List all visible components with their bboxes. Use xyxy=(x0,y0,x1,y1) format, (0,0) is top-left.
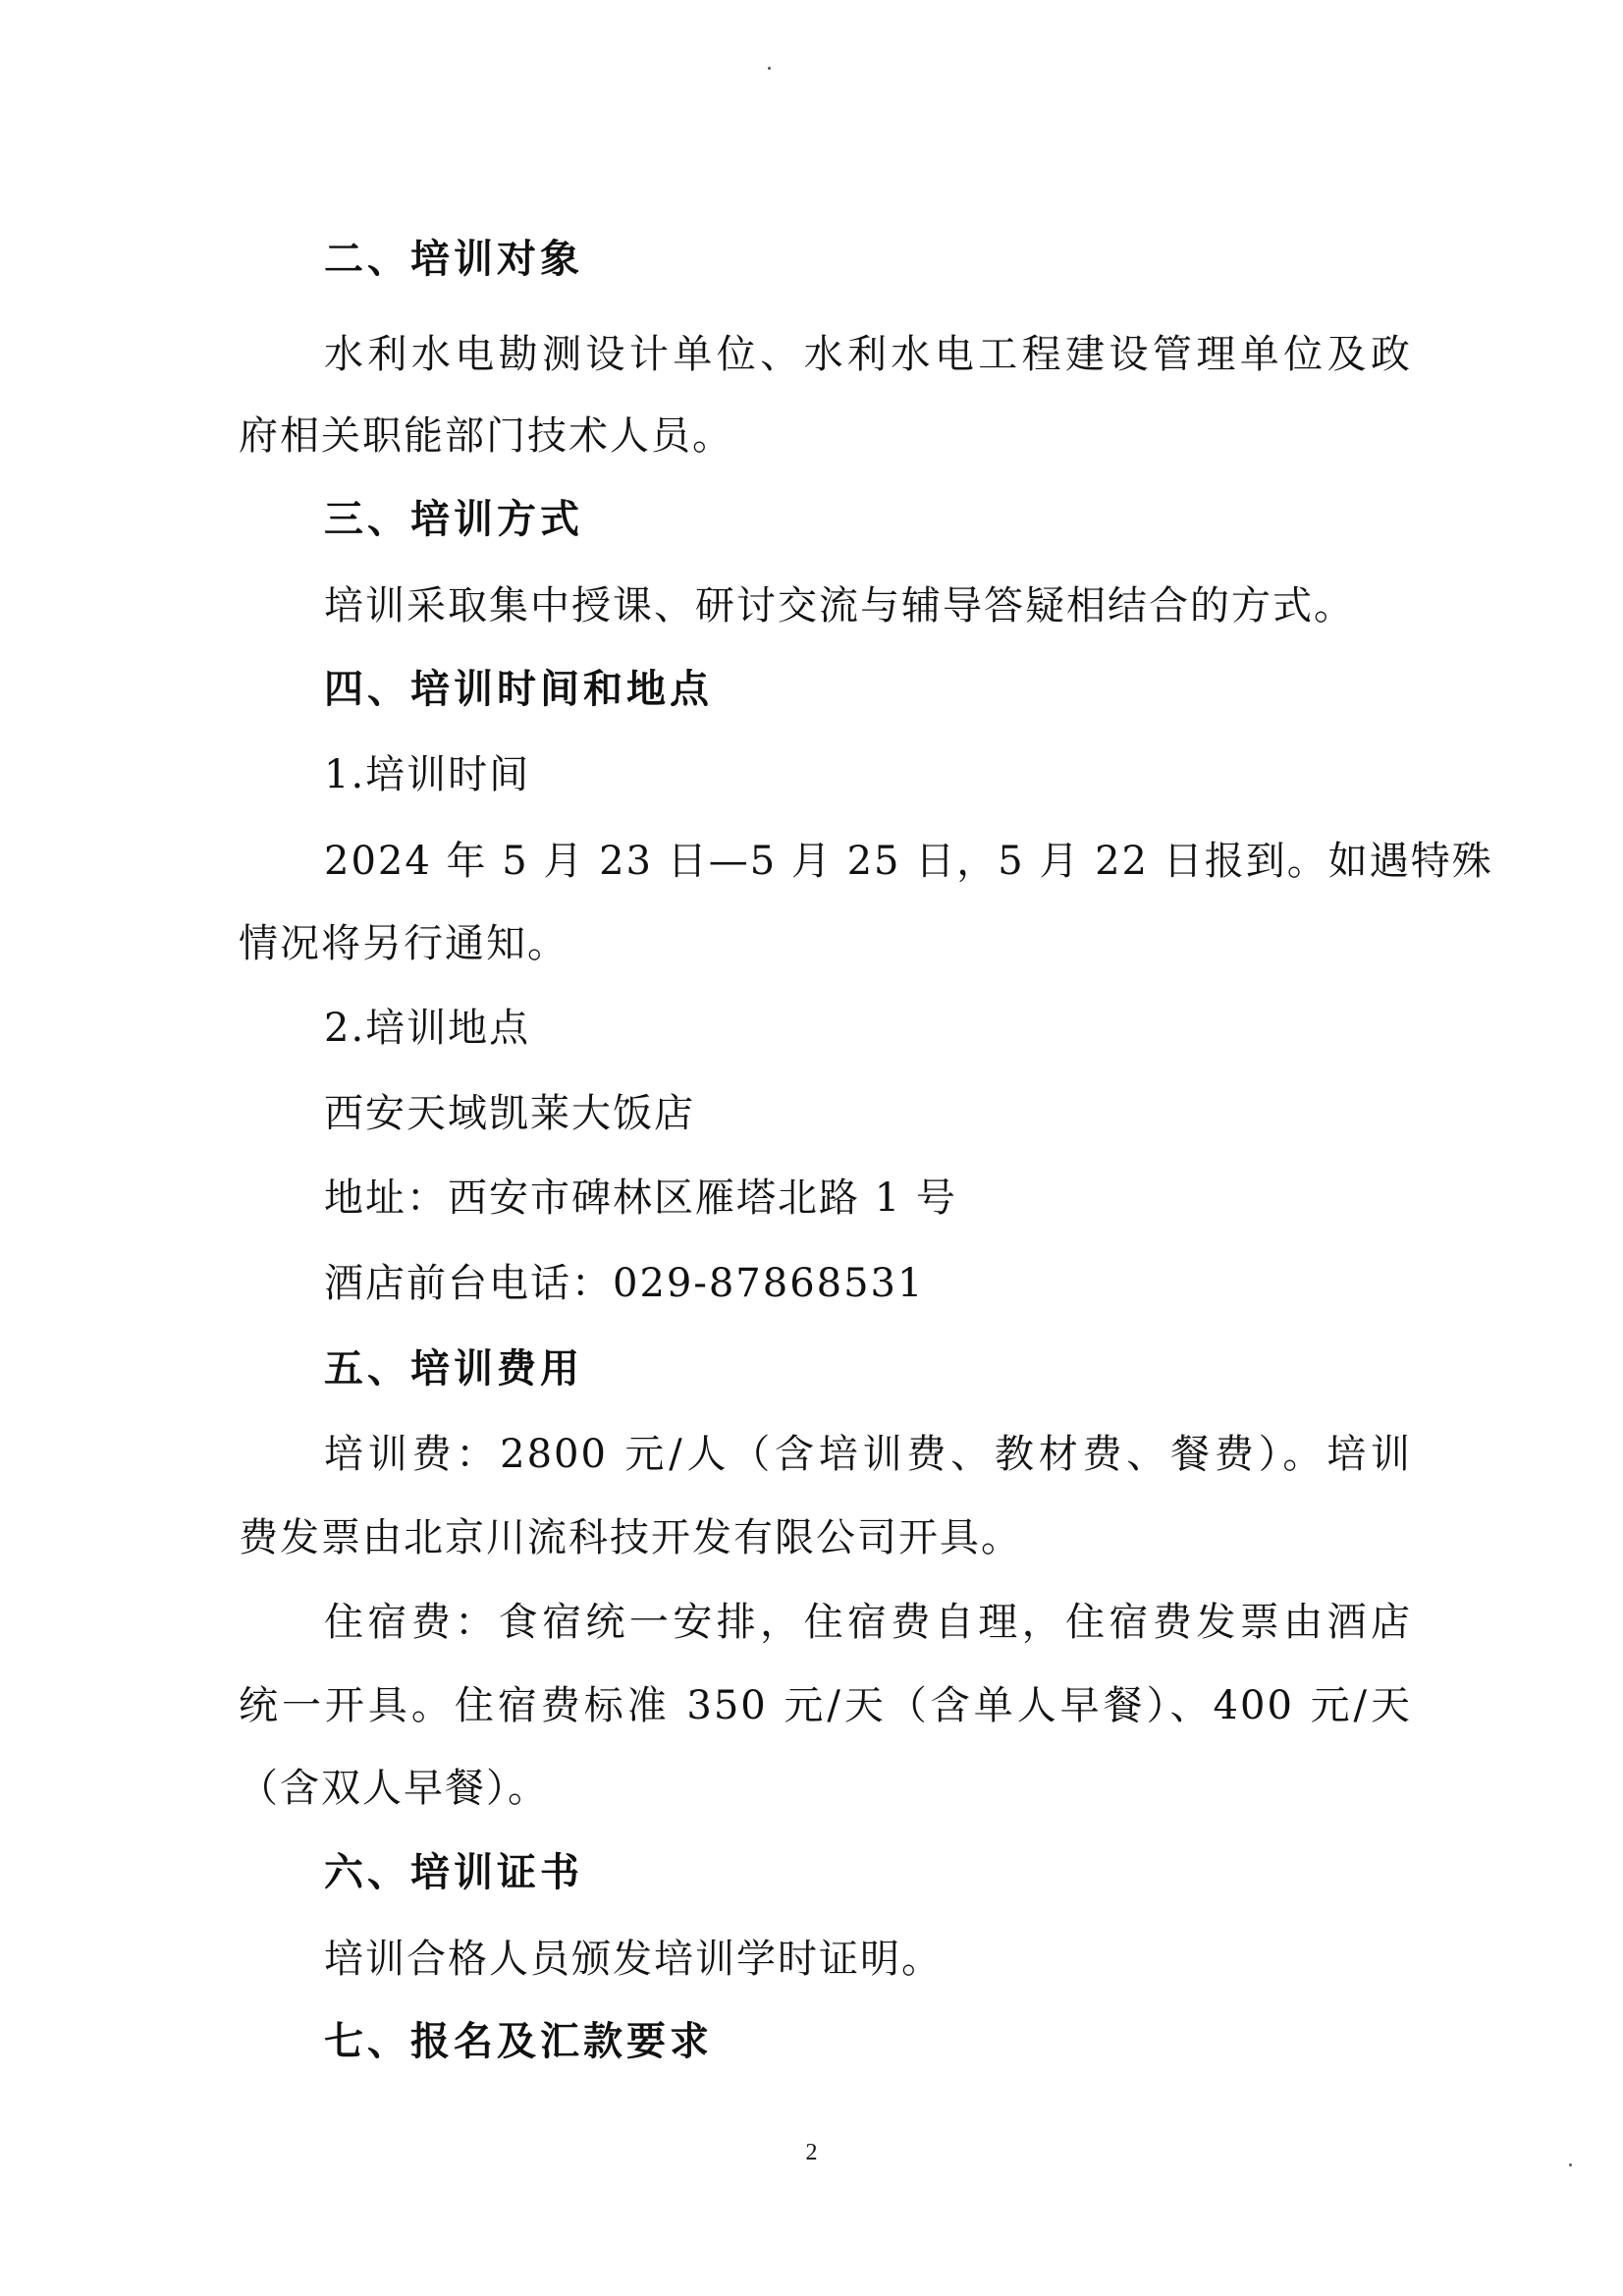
section-heading-training-fees: 五、培训费用 xyxy=(324,1345,583,1392)
page-number: 2 xyxy=(805,2140,818,2165)
paragraph-accommodation-fee-line-3: （含双人早餐）。 xyxy=(239,1766,549,1811)
section-heading-certificate: 六、培训证书 xyxy=(324,1849,583,1895)
paragraph-training-method: 培训采取集中授课、研讨交流与辅导答疑相结合的方式。 xyxy=(324,583,1355,629)
hotel-phone: 酒店前台电话：029-87868531 xyxy=(324,1261,925,1306)
subheading-training-time: 1.培训时间 xyxy=(324,752,531,797)
hotel-address: 地址：西安市碑林区雁塔北路 1 号 xyxy=(324,1175,957,1221)
subheading-training-place: 2.培训地点 xyxy=(324,1006,531,1051)
paragraph-training-time-line-2: 情况将另行通知。 xyxy=(239,921,568,966)
hotel-name: 西安天域凯莱大饭店 xyxy=(324,1091,695,1136)
paragraph-certificate: 培训合格人员颁发培训学时证明。 xyxy=(324,1937,943,1982)
paragraph-target-audience-line-1: 水利水电勘测设计单位、水利水电工程建设管理单位及政 xyxy=(324,332,1412,377)
paragraph-training-fee-line-2: 费发票由北京川流科技开发有限公司开具。 xyxy=(239,1515,1022,1560)
paragraph-target-audience-line-2: 府相关职能部门技术人员。 xyxy=(239,413,733,459)
scan-speck xyxy=(1569,2163,1572,2166)
paragraph-accommodation-fee-line-1: 住宿费：食宿统一安排，住宿费自理，住宿费发票由酒店 xyxy=(324,1600,1412,1645)
scan-speck xyxy=(768,67,771,70)
paragraph-accommodation-fee-line-2: 统一开具。住宿费标准 350 元/天（含单人早餐）、400 元/天 xyxy=(239,1683,1412,1728)
paragraph-training-time-line-1: 2024 年 5 月 23 日—5 月 25 日，5 月 22 日报到。如遇特殊 xyxy=(324,839,1493,884)
section-heading-target-audience: 二、培训对象 xyxy=(324,236,583,282)
section-heading-time-and-place: 四、培训时间和地点 xyxy=(324,666,713,712)
section-heading-training-method: 三、培训方式 xyxy=(324,496,583,542)
section-heading-registration: 七、报名及汇款要求 xyxy=(324,2018,713,2064)
paragraph-training-fee-line-1: 培训费：2800 元/人（含培训费、教材费、餐费）。培训 xyxy=(324,1432,1412,1477)
